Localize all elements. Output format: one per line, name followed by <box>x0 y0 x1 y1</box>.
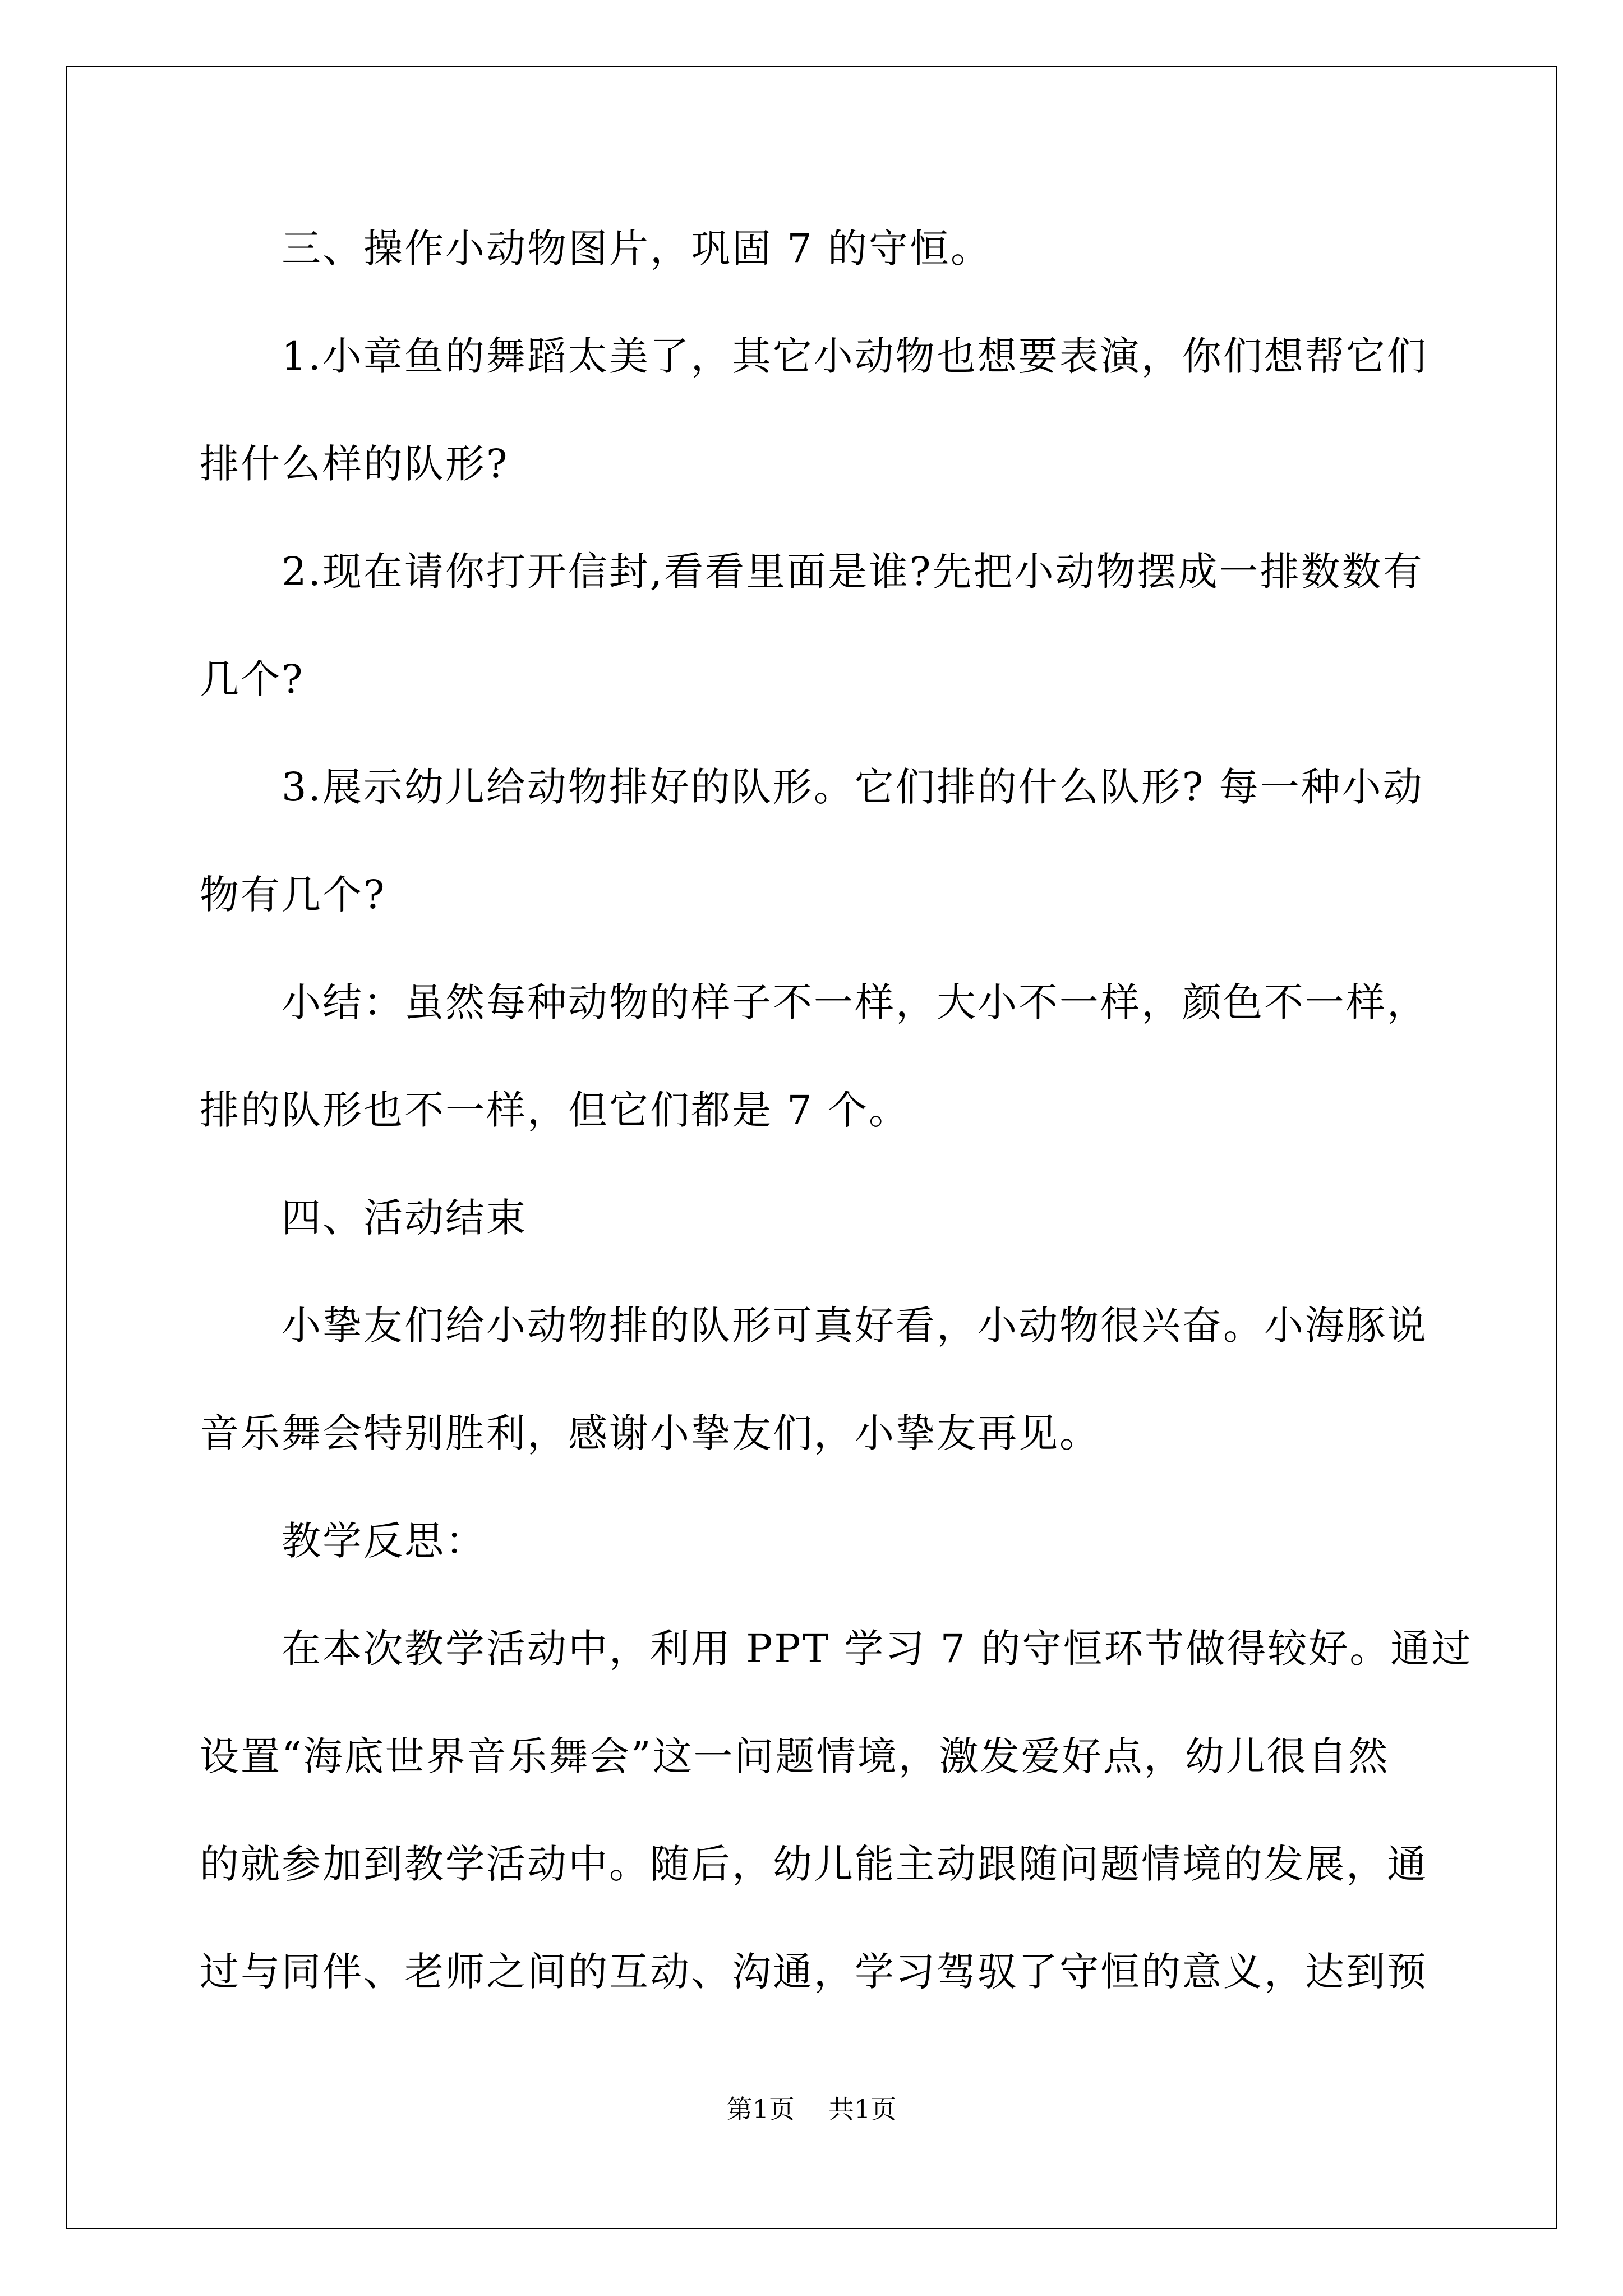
paragraph-line: 排的队形也不一样，但它们都是 7 个。 <box>200 1087 910 1133</box>
page-footer <box>0 2092 1623 2126</box>
paragraph-line: 设置“海底世界音乐舞会”这一问题情境，激发爱好点，幼儿很自然 <box>200 1733 1390 1779</box>
section-heading-4: 四、活动结束 <box>282 1195 527 1241</box>
paragraph-line: 小挚友们给小动物排的队形可真好看，小动物很兴奋。小海豚说 <box>282 1303 1428 1349</box>
page-total: 共1页 <box>828 2094 897 2124</box>
reflection-heading: 教学反思： <box>282 1518 486 1564</box>
paragraph-line: 1.小章鱼的舞蹈太美了，其它小动物也想要表演，你们想帮它们 <box>282 333 1428 379</box>
paragraph-line: 过与同伴、老师之间的互动、沟通，学习驾驭了守恒的意义，达到预 <box>200 1949 1428 1995</box>
page-frame <box>66 66 1557 2229</box>
paragraph-line: 几个? <box>200 656 305 702</box>
paragraph-line: 3.展示幼儿给动物排好的队形。它们排的什么队形? 每一种小动 <box>282 764 1424 810</box>
paragraph-line: 的就参加到教学活动中。随后，幼儿能主动跟随问题情境的发展，通 <box>200 1841 1428 1887</box>
page-number: 第1页 <box>726 2094 795 2124</box>
paragraph-line: 音乐舞会特别胜利，感谢小挚友们，小挚友再见。 <box>200 1410 1100 1456</box>
paragraph-line: 在本次教学活动中，利用 PPT 学习 7 的守恒环节做得较好。通过 <box>282 1626 1473 1672</box>
paragraph-line: 排什么样的队形? <box>200 441 509 487</box>
paragraph-line: 2.现在请你打开信封,看看里面是谁?先把小动物摆成一排数数有 <box>282 549 1424 595</box>
paragraph-line: 物有几个? <box>200 872 386 918</box>
section-heading-3: 三、操作小动物图片，巩固 7 的守恒。 <box>282 226 992 272</box>
paragraph-line: 小结：虽然每种动物的样子不一样，大小不一样，颜色不一样， <box>282 979 1428 1025</box>
